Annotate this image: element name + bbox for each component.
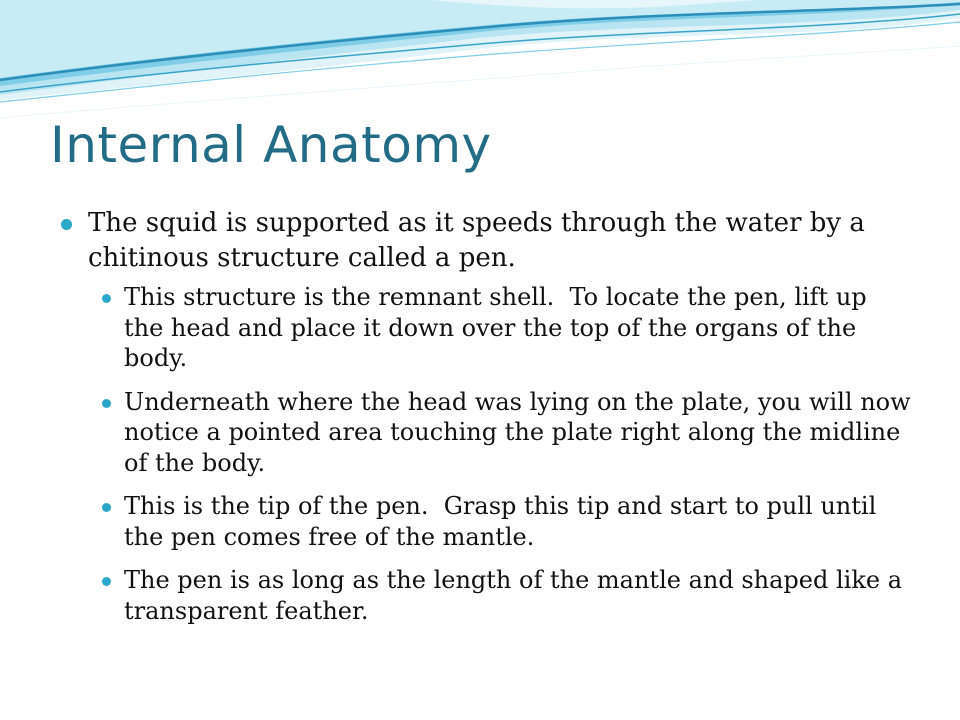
sub-bullet-text: The pen is as long as the length of the mantle and shaped like a transparent feather. [124,566,910,625]
sub-bullet-text: Underneath where the head was lying on the plate, you will now notice a pointed area touching the plate right along the midline of the body. [124,387,919,477]
bullet-dot-icon [102,294,111,303]
sub-bullet-list [58,282,919,626]
sub-bullet-text: This structure is the remnant shell. To locate the pen, lift up the head and place it down over the top of the organs of the body. [124,283,875,372]
wave-header-decoration [0,0,960,125]
sub-bullet-text: This is the tip of the pen. Grasp this tip and start to pull until the pen comes free of the mantle. [124,492,884,551]
sub-bullet [94,282,913,374]
sub-bullet [94,565,913,626]
main-bullet [58,206,913,276]
slide-title: Internal Anatomy [50,116,492,174]
bullet-dot-icon [102,577,111,586]
main-bullet-text: The squid is supported as it speeds through the water by a chitinous structure called a pen. [88,208,874,273]
sub-bullet [94,387,919,479]
sub-bullet [94,491,913,552]
bullet-dot-icon [102,399,111,408]
bullet-dot-icon [61,219,72,230]
bullet-dot-icon [102,503,111,512]
slide-content [58,206,919,639]
